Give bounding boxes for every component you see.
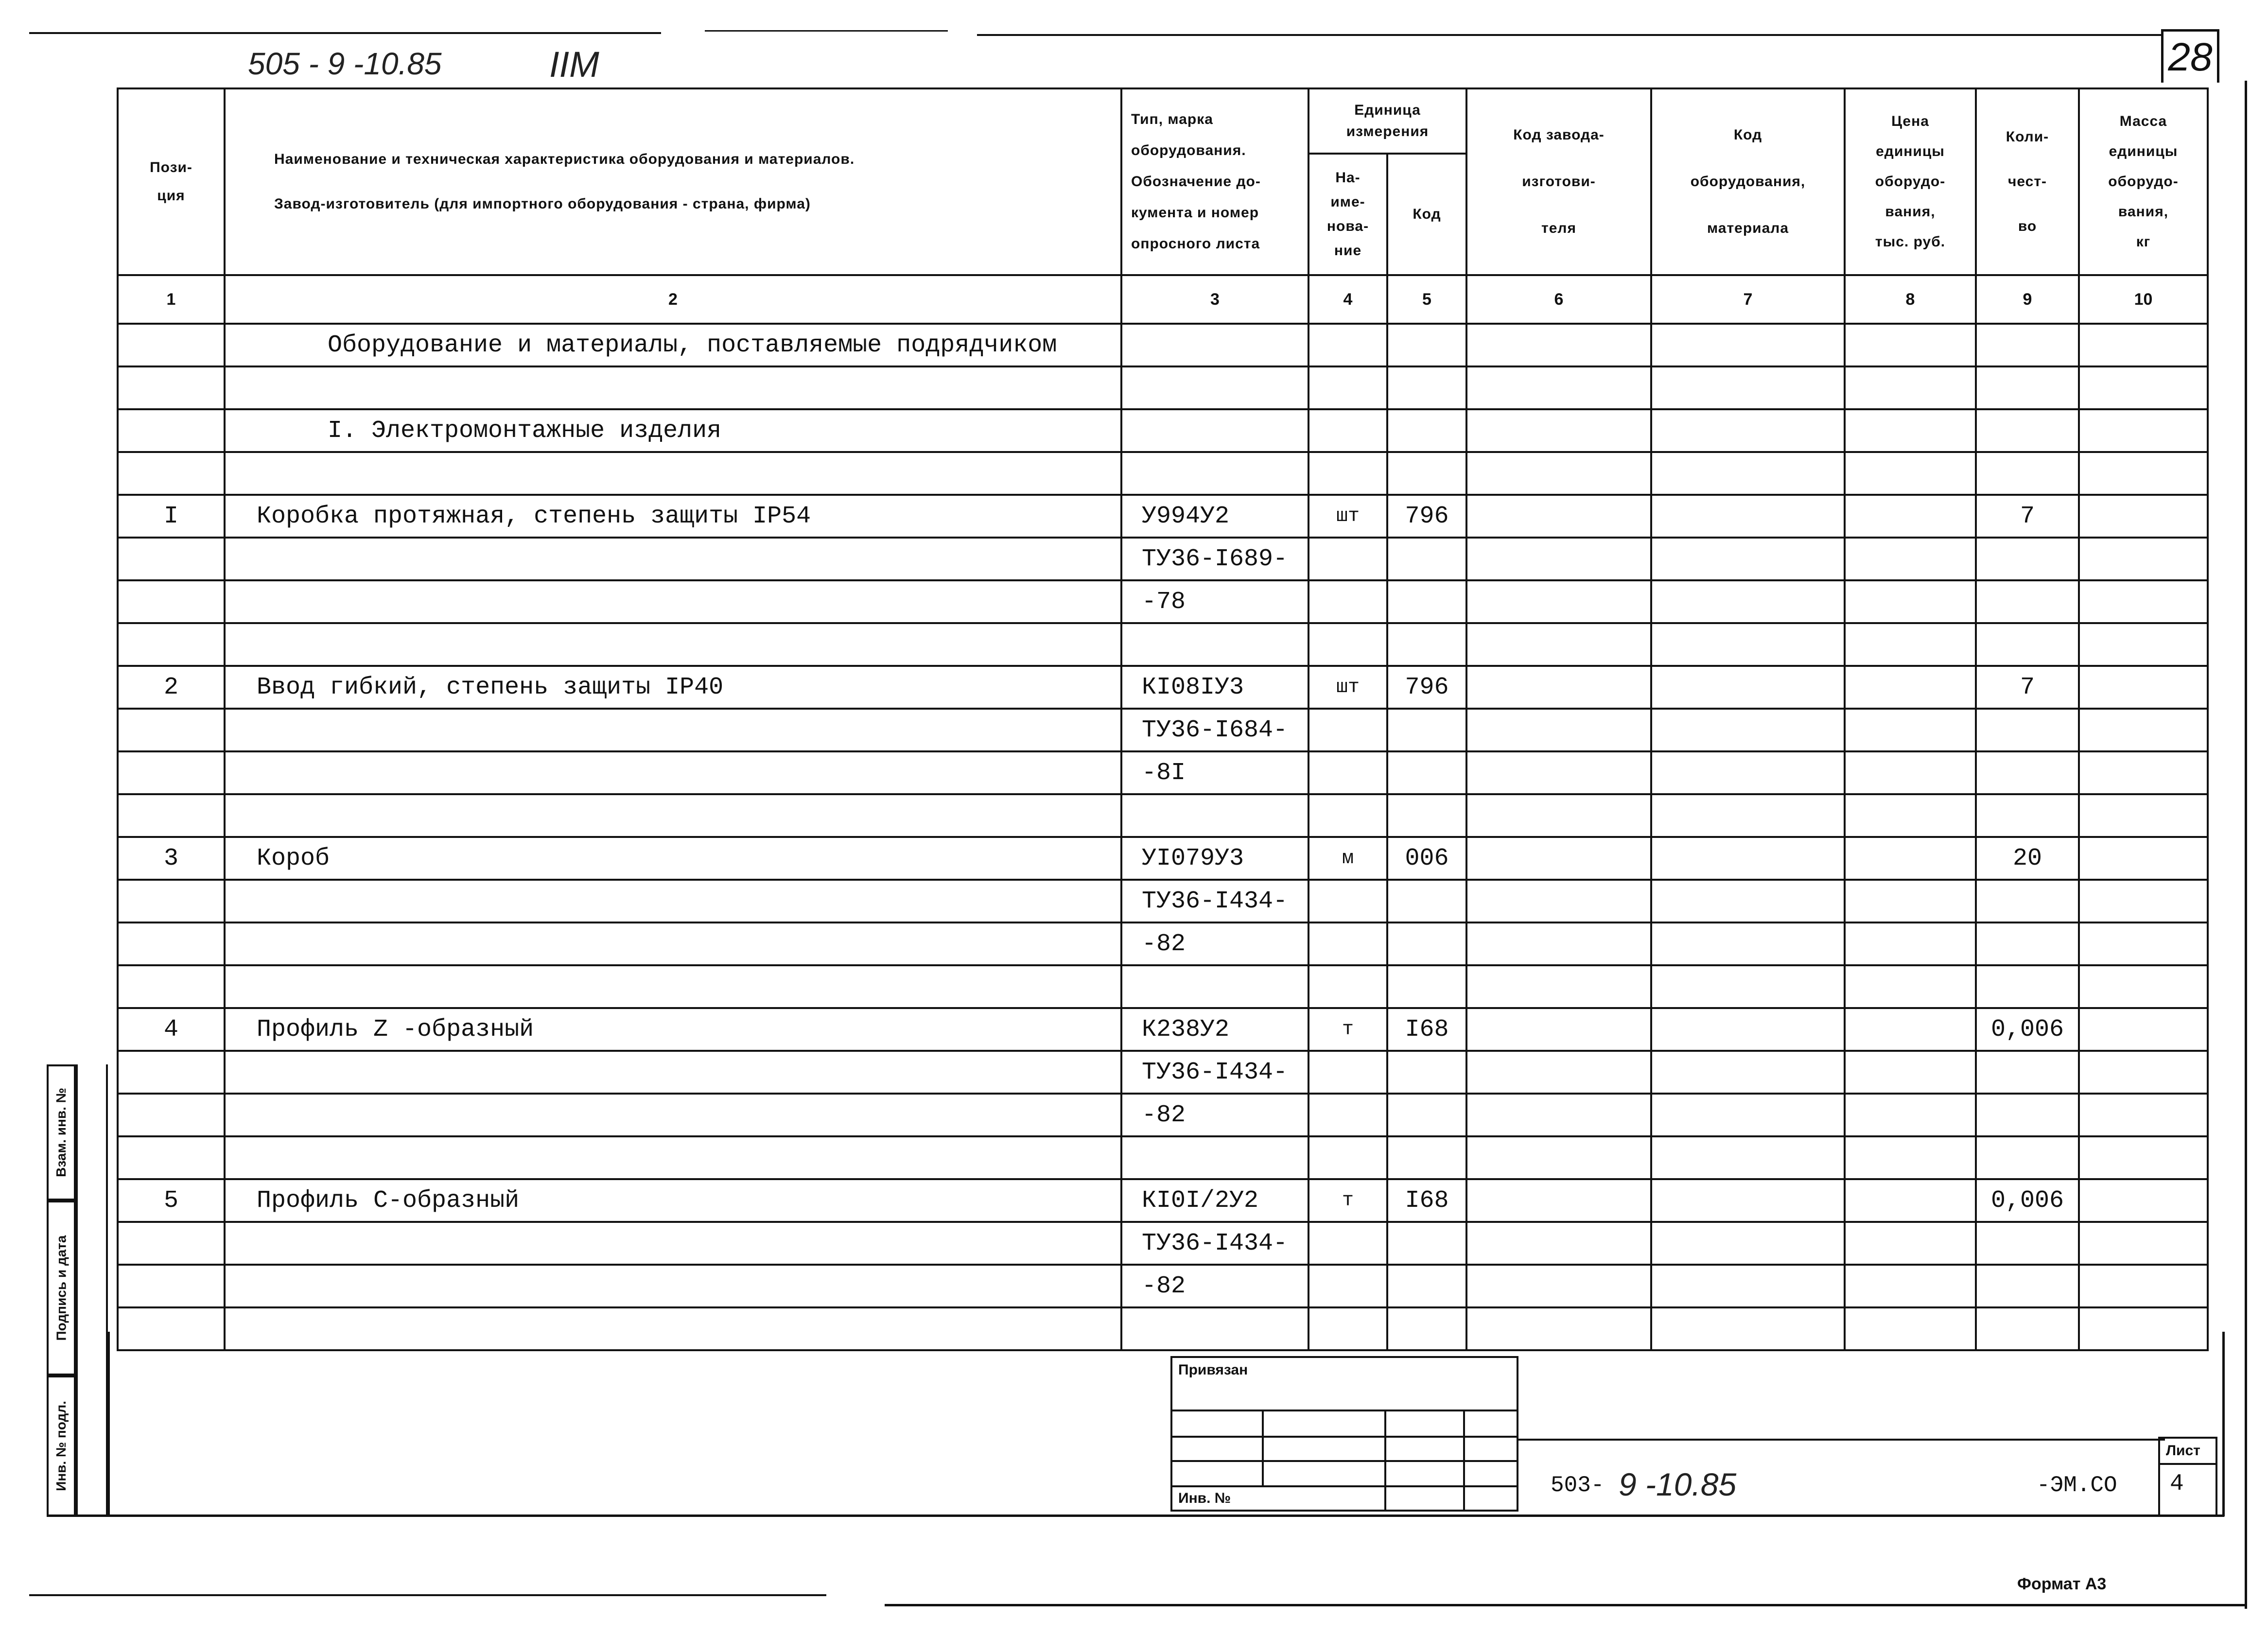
header-name-line1: Наименование и техническая характеристика оборудования и материалов. [274, 151, 855, 167]
privyazan-vline [1384, 1410, 1386, 1510]
item-quantity: 20 [1976, 837, 2079, 880]
item-type-doc: -82 [1121, 922, 1308, 965]
top-border-left [29, 32, 661, 34]
item-unit-code: I68 [1387, 1008, 1466, 1051]
item-unit: шт [1308, 666, 1387, 709]
col-number: 3 [1121, 275, 1308, 324]
list-box [2158, 1437, 2217, 1516]
table-row [118, 880, 2208, 922]
col-header-position: Пози- ция [118, 88, 225, 275]
item-name: Ввод гибкий, степень защиты IP40 [225, 666, 1121, 709]
list-label: Лист [2166, 1443, 2200, 1459]
item-unit-code: 796 [1387, 495, 1466, 538]
table-row [118, 366, 2208, 409]
item-unit-code: 006 [1387, 837, 1466, 880]
table-row [118, 922, 2208, 965]
item-type-doc: -82 [1121, 1265, 1308, 1307]
item-type-doc: ТУ36-I434- [1121, 880, 1308, 922]
col-header-price: Цена единицы оборудо- вания, тыс. руб. [1845, 88, 1976, 275]
item-unit: т [1308, 1008, 1387, 1051]
table-row [118, 1094, 2208, 1136]
side-stamp-second-col [76, 1064, 78, 1516]
frame-bottom-line [47, 1514, 2224, 1517]
top-border-mid [705, 30, 948, 32]
table-row [118, 965, 2208, 1008]
side-signature-date: Подпись и дата [47, 1201, 76, 1375]
table-row [118, 495, 2208, 538]
item-type: КI0I/2У2 [1121, 1179, 1308, 1222]
side-vzam-inv: Взам. инв. № [47, 1064, 76, 1201]
side-stamp-second-col-right [106, 1064, 108, 1516]
table-row [118, 1179, 2208, 1222]
item-type: У994У2 [1121, 495, 1308, 538]
table-row [118, 1222, 2208, 1265]
item-unit-code: I68 [1387, 1179, 1466, 1222]
item-name: Профиль С-образный [225, 1179, 1121, 1222]
col-number: 4 [1308, 275, 1387, 324]
item-position: 2 [118, 666, 225, 709]
col-header-mass: Масса единицы оборудо- вания, кг [2079, 88, 2208, 275]
side-stamp [47, 1064, 108, 1516]
item-quantity: 0,006 [1976, 1008, 2079, 1051]
item-quantity: 7 [1976, 666, 2079, 709]
table-row [118, 452, 2208, 495]
item-position: 5 [118, 1179, 225, 1222]
col-header-name [225, 88, 1121, 275]
item-name: Коробка протяжная, степень защиты IP54 [225, 495, 1121, 538]
item-unit: м [1308, 837, 1387, 880]
item-type-doc: ТУ36-I684- [1121, 709, 1308, 751]
side-inv-original: Инв. № подл. [47, 1375, 76, 1516]
col-number: 9 [1976, 275, 2079, 324]
item-position: I [118, 495, 225, 538]
col-number: 10 [2079, 275, 2208, 324]
col-header-unit-code: Код [1387, 154, 1466, 275]
col-header-unit: Единица измерения [1308, 88, 1466, 154]
table-row [118, 1051, 2208, 1094]
table-row [118, 666, 2208, 709]
item-name: Короб [225, 837, 1121, 880]
table-row [118, 751, 2208, 794]
table-row [118, 580, 2208, 623]
table-row [118, 837, 2208, 880]
table-row [118, 1307, 2208, 1350]
col-header-quantity: Коли- чест- во [1976, 88, 2079, 275]
sheet-corner-number: 28 [2161, 29, 2219, 83]
table-row [118, 538, 2208, 580]
table-row [118, 324, 2208, 366]
privyazan-label: Привязан [1178, 1362, 1248, 1378]
specification-table [117, 87, 2209, 1351]
item-name: Профиль Z -образный [225, 1008, 1121, 1051]
header-name-line2: Завод-изготовитель (для импортного оборудования - страна, фирма) [274, 196, 811, 212]
bottom-border-left [29, 1594, 826, 1596]
table-row [118, 409, 2208, 452]
col-number: 1 [118, 275, 225, 324]
format-label: Формат А3 [2017, 1575, 2107, 1593]
table-row [118, 623, 2208, 666]
doc-code-top-line [1518, 1439, 2165, 1441]
top-border-right [977, 34, 2163, 36]
item-type-doc: -78 [1121, 580, 1308, 623]
item-type-doc: -8I [1121, 751, 1308, 794]
col-header-unit-name: На- име- нова- ние [1308, 154, 1387, 275]
inv-number-label: Инв. № [1178, 1490, 1231, 1506]
bottom-border-right [885, 1604, 2246, 1606]
table-row [118, 1265, 2208, 1307]
item-unit: т [1308, 1179, 1387, 1222]
item-type: КI08IУ3 [1121, 666, 1308, 709]
item-type-doc: -82 [1121, 1094, 1308, 1136]
col-header-equipment-code: Код оборудования, материала [1651, 88, 1845, 275]
right-border [2245, 81, 2247, 1609]
item-type-doc: ТУ36-I434- [1121, 1051, 1308, 1094]
item-type-doc: ТУ36-I434- [1121, 1222, 1308, 1265]
list-number: 4 [2170, 1471, 2184, 1497]
item-position: 4 [118, 1008, 225, 1051]
col-header-type: Тип, марка оборудования. Обозначение до- кумента и номер опросного листа [1121, 88, 1308, 275]
section-title: Оборудование и материалы, поставляемые подрядчиком [225, 324, 1121, 366]
item-type-doc: ТУ36-I689- [1121, 538, 1308, 580]
item-type: К238У2 [1121, 1008, 1308, 1051]
table-row [118, 709, 2208, 751]
item-unit: шт [1308, 495, 1387, 538]
col-number: 5 [1387, 275, 1466, 324]
col-number: 8 [1845, 275, 1976, 324]
doc-number-handwritten: 505 - 9 -10.85 [248, 46, 442, 81]
mark-handwritten: IIM [549, 44, 599, 85]
frame-right-line [2222, 1332, 2225, 1516]
col-number: 2 [225, 275, 1121, 324]
privyazan-vline [1262, 1410, 1264, 1487]
privyazan-box [1170, 1356, 1518, 1512]
col-number: 7 [1651, 275, 1845, 324]
doc-code-printed: 503- [1551, 1473, 1605, 1498]
item-quantity: 0,006 [1976, 1179, 2079, 1222]
subsection-title: I. Электромонтажные изделия [225, 409, 1121, 452]
col-number: 6 [1466, 275, 1651, 324]
item-type: УI079У3 [1121, 837, 1308, 880]
privyazan-vline [1463, 1410, 1465, 1510]
item-quantity: 7 [1976, 495, 2079, 538]
item-position: 3 [118, 837, 225, 880]
table-row [118, 1008, 2208, 1051]
doc-code-suffix: -ЭМ.СО [2037, 1473, 2117, 1498]
item-unit-code: 796 [1387, 666, 1466, 709]
header-row [118, 88, 2208, 154]
doc-code-handwritten: 9 -10.85 [1619, 1466, 1737, 1502]
column-numbers-row [118, 275, 2208, 324]
list-divider [2160, 1463, 2216, 1465]
table-row [118, 794, 2208, 837]
table-row [118, 1136, 2208, 1179]
col-header-factory-code: Код завода- изготови- теля [1466, 88, 1651, 275]
frame-left-line [108, 1332, 110, 1516]
